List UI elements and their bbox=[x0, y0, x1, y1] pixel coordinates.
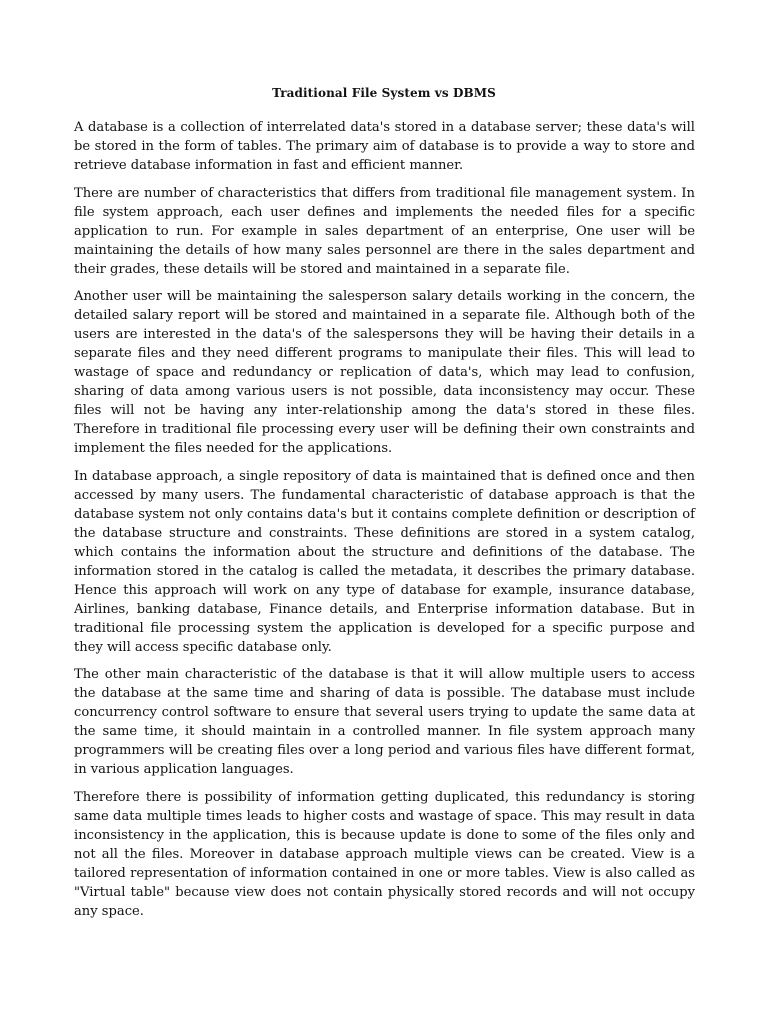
paragraph-line: the application is developed for a specific purpose and they will access specific bbox=[74, 620, 695, 655]
paragraph-line: Therefore there is possibility of information getting duplicated, this redundancy is bbox=[74, 789, 642, 805]
paragraph-line: The other main characteristic of the database is that it will allow multiple users to bbox=[74, 667, 646, 682]
paragraph-line: and then accessed by many users. The fundamental characteristic of database bbox=[74, 468, 695, 503]
paragraph-line: file system approach many programmers will be creating files over a long period and bbox=[74, 724, 695, 758]
paragraph-line: details, and Enterprise information database. But in traditional file processing system bbox=[74, 601, 695, 636]
paragraph-line: department and their grades, these details will be stored and maintained in a separate bbox=[74, 242, 695, 277]
paragraph-line: storing same data multiple times leads to higher costs and wastage of space. This may bbox=[74, 789, 695, 824]
paragraph-line: A database is a collection of interrelated data's stored in a database server; these bbox=[74, 120, 623, 135]
paragraph-line: physically stored records and will not occupy any space. bbox=[74, 884, 695, 919]
document-title: Traditional File System vs DBMS bbox=[272, 86, 496, 100]
paragraph-line: data's will be stored in the form of tables. The primary aim of database is to provide a bbox=[74, 120, 695, 154]
paragraph bbox=[74, 184, 695, 279]
paragraph-line: must include concurrency control software to ensure that several users trying to bbox=[74, 686, 695, 720]
paragraph-line: definitions of the database. The information stored in the catalog is called the bbox=[74, 544, 695, 579]
paragraph bbox=[74, 665, 695, 779]
paragraph-line: various files have different format, in various application languages. bbox=[74, 743, 696, 777]
paragraph-line: the data's stored in these files. Therefore in traditional file processing every user will bbox=[74, 403, 695, 437]
paragraph-line: user will be maintaining the details of how many sales personnel are there in the sales bbox=[74, 223, 695, 258]
document-body bbox=[74, 118, 695, 929]
paragraph-line: system. In file system approach, each user defines and implements the needed files for bbox=[74, 185, 695, 220]
paragraph-line: approach is that the database system not only contains data's but it contains complete bbox=[74, 487, 695, 522]
paragraph bbox=[74, 467, 695, 657]
paragraph-line: be defining their own constraints and implement the files needed for the applications. bbox=[74, 422, 695, 456]
paragraph-line: metadata, it describes the primary database. Hence this approach will work on any bbox=[74, 563, 695, 598]
paragraph-line: inconsistency may occur. These files will not be having any inter-relationship among bbox=[74, 384, 695, 418]
paragraph-line: can be created. View is a tailored representation of information contained in one or bbox=[74, 846, 695, 881]
paragraph-line: which may lead to confusion, sharing of data among various users is not possible, data bbox=[74, 365, 695, 399]
paragraph-line: definition or description of the database structure and constraints. These definitions bbox=[74, 506, 695, 541]
paragraph-line: a specific application to run. For example in sales department of an enterprise, One bbox=[74, 204, 695, 239]
paragraph-line: Another user will be maintaining the salesperson salary details working in the bbox=[74, 289, 606, 304]
paragraph bbox=[74, 118, 695, 175]
paragraph-line: There are number of characteristics that differs from traditional file management bbox=[74, 185, 622, 201]
paragraph-line: are stored in a system catalog, which contains the information about the structure and bbox=[74, 525, 695, 560]
paragraph-line: concern, the detailed salary report will be stored and maintained in a separate file. bbox=[74, 289, 695, 323]
paragraph-line: way to store and retrieve database information in fast and efficient manner. bbox=[74, 139, 695, 173]
paragraph-line: database only. bbox=[237, 639, 332, 655]
paragraph-line: their files. This will lead to wastage of space and redundancy or replication of data's, bbox=[74, 346, 696, 380]
paragraph-line: Although both of the users are interested in the data's of the salespersons they will be bbox=[74, 308, 695, 342]
paragraph-line: having their details in a separate files and they need different programs to manipulate bbox=[74, 327, 695, 361]
paragraph-line: access the database at the same time and sharing of data is possible. The database bbox=[74, 667, 695, 701]
paragraph bbox=[74, 788, 695, 921]
paragraph-line: type of database for example, insurance database, Airlines, banking database, Finance bbox=[74, 582, 695, 617]
paragraph-line: update the same data at the same time, it should maintain in a controlled manner. In bbox=[74, 705, 695, 739]
paragraph-line: of the files only and not all the files. Moreover in database approach multiple views bbox=[74, 827, 695, 862]
paragraph-line: In database approach, a single repository of data is maintained that is defined once bbox=[74, 468, 632, 484]
paragraph bbox=[74, 287, 695, 458]
paragraph-line: more tables. View is also called as "Virtual table" because view does not contain bbox=[74, 865, 695, 900]
paragraph-line: result in data inconsistency in the application, this is because update is done to some bbox=[74, 808, 695, 843]
paragraph-line: file. bbox=[545, 261, 570, 277]
